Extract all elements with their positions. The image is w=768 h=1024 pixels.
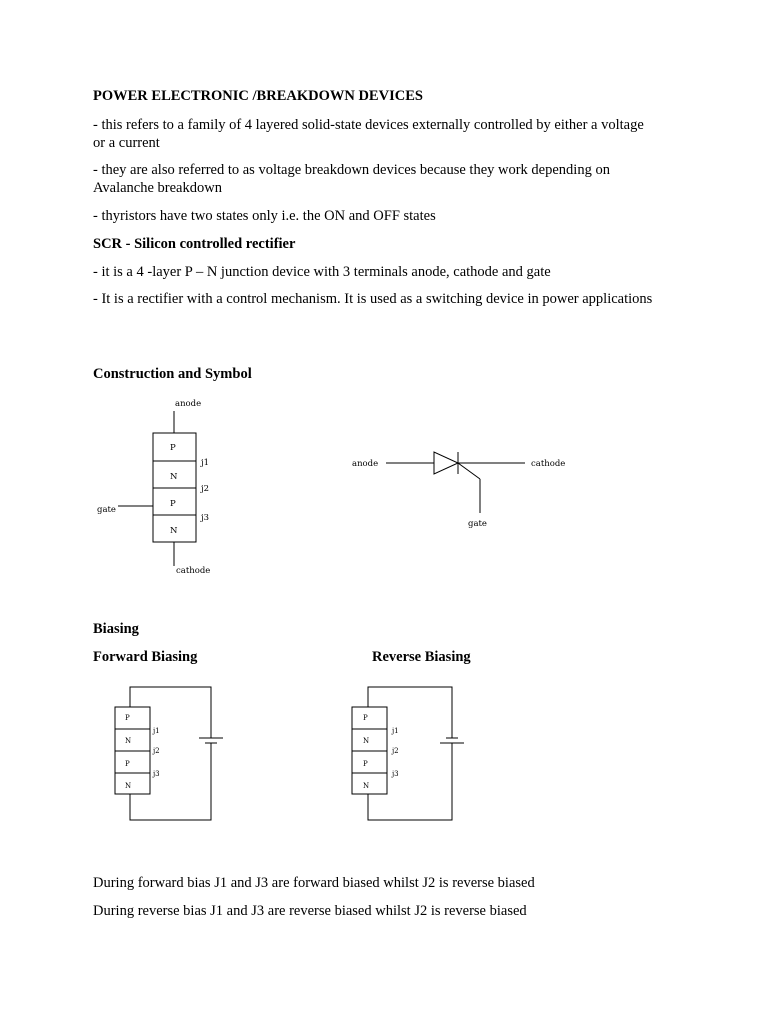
forward-junction-label-j3: j3 [153, 770, 160, 778]
reverse-junction-label-j3: j3 [392, 770, 399, 778]
scr-title: SCR - Silicon controlled rectifier [93, 236, 296, 252]
forward-layer-label-4: N [125, 782, 132, 790]
intro-paragraph-1: - this refers to a family of 4 layered solid-state devices externally controlled by either a voltage or a current [93, 117, 644, 151]
scr-point-2: - It is a rectifier with a control mechanism. It is used as a switching device in power applications [93, 291, 653, 307]
reverse-layer-label-2: N [363, 737, 370, 745]
gate-label: gate [97, 505, 116, 515]
reverse-layer-label-1: P [363, 714, 368, 722]
construction-title: Construction and Symbol [93, 366, 252, 382]
reverse-layer-label-4: N [363, 782, 370, 790]
page-title: POWER ELECTRONIC /BREAKDOWN DEVICES [93, 88, 423, 104]
reverse-bias-circuit [352, 687, 464, 820]
reverse-top-wire [368, 687, 452, 738]
anode-label: anode [175, 399, 202, 409]
forward-bottom-wire [130, 743, 211, 820]
reverse-bottom-wire [368, 743, 452, 820]
forward-junction-label-j1: j1 [153, 727, 160, 735]
forward-top-wire [130, 687, 211, 738]
forward-layer-label-3: P [125, 760, 130, 768]
biasing-title: Biasing [93, 621, 139, 637]
layer-label-2: N [170, 472, 178, 482]
symbol-anode-label: anode [352, 459, 379, 469]
diode-triangle [434, 452, 458, 474]
layer-label-4: N [170, 526, 178, 536]
scr-symbol [386, 452, 525, 513]
junction-label-j3: j3 [201, 513, 210, 523]
forward-layer-label-1: P [125, 714, 130, 722]
reverse-layer-label-3: P [363, 760, 368, 768]
reverse-biasing-title: Reverse Biasing [372, 649, 471, 665]
intro-paragraph-3: - thyristors have two states only i.e. the ON and OFF states [93, 208, 436, 224]
gate-diagonal [458, 463, 480, 479]
forward-biasing-title: Forward Biasing [93, 649, 198, 665]
layer-label-3: P [170, 499, 176, 509]
construction-diagram [118, 411, 196, 566]
forward-bias-conclusion: During forward bias J1 and J3 are forward biased whilst J2 is reverse biased [93, 875, 535, 891]
forward-bias-circuit [115, 687, 223, 820]
cathode-label: cathode [176, 566, 211, 576]
symbol-cathode-label: cathode [531, 459, 566, 469]
layer-label-1: P [170, 443, 176, 453]
forward-junction-label-j2: j2 [153, 747, 160, 755]
junction-label-j1: j1 [201, 458, 210, 468]
reverse-junction-label-j2: j2 [392, 747, 399, 755]
intro-paragraph-2: - they are also referred to as voltage breakdown devices because they work depending on Avalanche breakdown [93, 162, 610, 196]
junction-label-j2: j2 [201, 484, 210, 494]
forward-layer-label-2: N [125, 737, 132, 745]
scr-point-1: - it is a 4 -layer P – N junction device with 3 terminals anode, cathode and gate [93, 264, 551, 280]
reverse-bias-conclusion: During reverse bias J1 and J3 are reverse biased whilst J2 is reverse biased [93, 903, 527, 919]
reverse-junction-label-j1: j1 [392, 727, 399, 735]
symbol-gate-label: gate [468, 519, 487, 529]
